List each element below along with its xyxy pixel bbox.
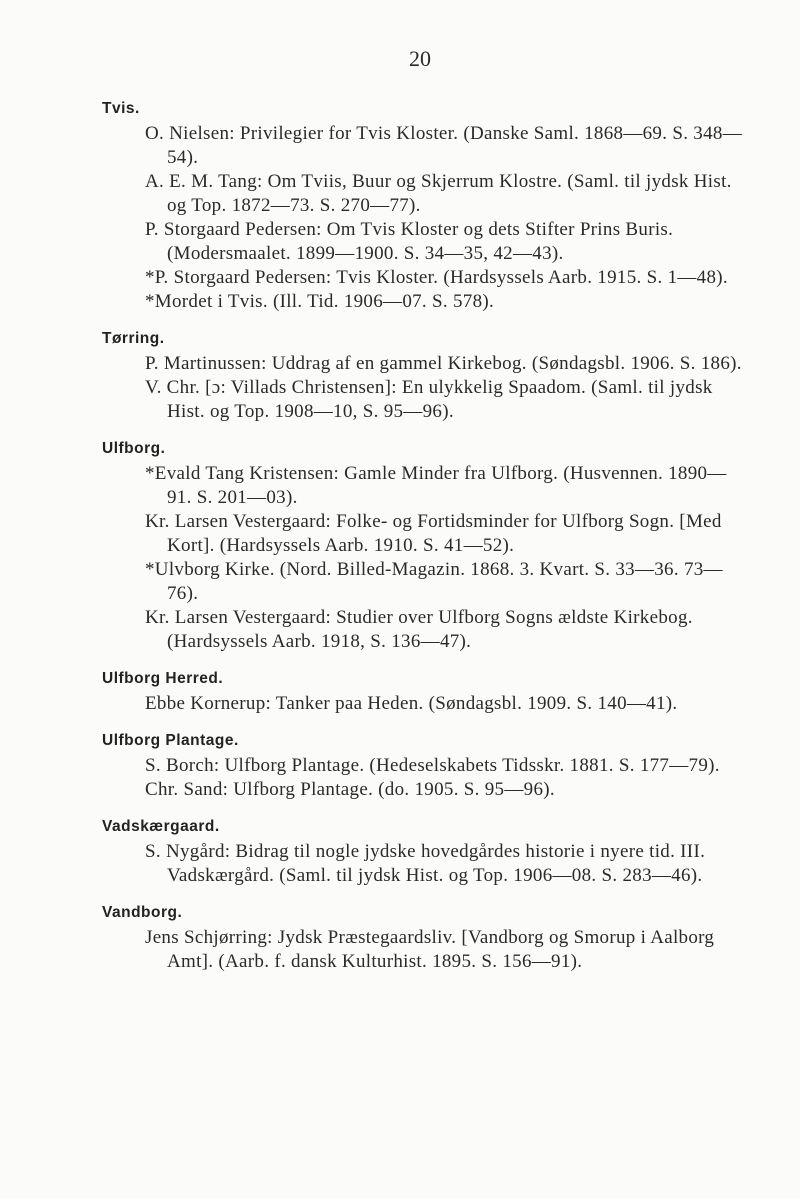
page-number: 20 <box>409 46 431 71</box>
section-heading: Vandborg. <box>102 904 183 921</box>
bibliography-entry: *Evald Tang Kristensen: Gamle Minder fra Ulfborg. (Husvennen. 1890—91. S. 201—03). <box>145 463 727 508</box>
section-ulfborg-plantage <box>102 730 742 802</box>
bibliography-entry: S. Nygård: Bidrag til nogle jydske hovedgårdes historie i nyere tid. III. Vadskærgård. (Saml. til jydsk Hist. og Top. 1906—08. S. 283—46). <box>145 841 706 886</box>
bibliography-entry: P. Storgaard Pedersen: Om Tvis Kloster og dets Stifter Prins Buris. (Modersmaalet. 1899—1900. S. 34—35, 42—43). <box>145 219 674 264</box>
section-tvis <box>102 98 742 314</box>
bibliography-entry: A. E. M. Tang: Om Tviis, Buur og Skjerrum Klostre. (Saml. til jydsk Hist. og Top. 1872—73. S. 270—77). <box>145 171 732 216</box>
bibliography-entry: S. Borch: Ulfborg Plantage. (Hedeselskabets Tidsskr. 1881. S. 177—79). <box>145 755 720 776</box>
section-vandborg <box>102 902 742 974</box>
bibliography-list <box>102 98 742 974</box>
bibliography-entry: Ebbe Kornerup: Tanker paa Heden. (Søndagsbl. 1909. S. 140—41). <box>145 693 678 714</box>
section-vadskaergaard <box>102 816 742 888</box>
section-ulfborg <box>102 438 742 654</box>
section-heading: Ulfborg Plantage. <box>102 732 239 749</box>
section-heading: Vadskærgaard. <box>102 818 220 835</box>
bibliography-entry: O. Nielsen: Privilegier for Tvis Kloster. (Danske Saml. 1868—69. S. 348—54). <box>145 123 742 168</box>
bibliography-entry: Kr. Larsen Vestergaard: Folke- og Fortidsminder for Ulfborg Sogn. [Med Kort]. (Hardsyssels Aarb. 1910. S. 41—52). <box>145 511 722 556</box>
bibliography-entry: P. Martinussen: Uddrag af en gammel Kirkebog. (Søndagsbl. 1906. S. 186). <box>145 353 742 374</box>
section-ulfborg-herred <box>102 668 742 716</box>
bibliography-entry: Kr. Larsen Vestergaard: Studier over Ulfborg Sogns ældste Kirkebog. (Hardsyssels Aarb. 1918, S. 136—47). <box>145 607 693 652</box>
bibliography-entry: *Mordet i Tvis. (Ill. Tid. 1906—07. S. 578). <box>145 291 495 312</box>
section-heading: Ulfborg. <box>102 440 166 457</box>
bibliography-entry: Jens Schjørring: Jydsk Præstegaardsliv. [Vandborg og Smorup i Aalborg Amt]. (Aarb. f. dansk Kulturhist. 1895. S. 156—91). <box>145 927 715 972</box>
bibliography-entry: Chr. Sand: Ulfborg Plantage. (do. 1905. S. 95—96). <box>145 779 555 800</box>
bibliography-entry: *Ulvborg Kirke. (Nord. Billed-Magazin. 1868. 3. Kvart. S. 33—36. 73—76). <box>145 559 723 604</box>
bibliography-entry: V. Chr. [ɔ: Villads Christensen]: En ulykkelig Spaadom. (Saml. til jydsk Hist. og Top. 1908—10, S. 95—96). <box>145 377 713 422</box>
section-heading: Tørring. <box>102 330 165 347</box>
section-heading: Ulfborg Herred. <box>102 670 224 687</box>
section-torring <box>102 328 742 424</box>
section-heading: Tvis. <box>102 100 140 117</box>
bibliography-entry: *P. Storgaard Pedersen: Tvis Kloster. (Hardsyssels Aarb. 1915. S. 1—48). <box>145 267 728 288</box>
